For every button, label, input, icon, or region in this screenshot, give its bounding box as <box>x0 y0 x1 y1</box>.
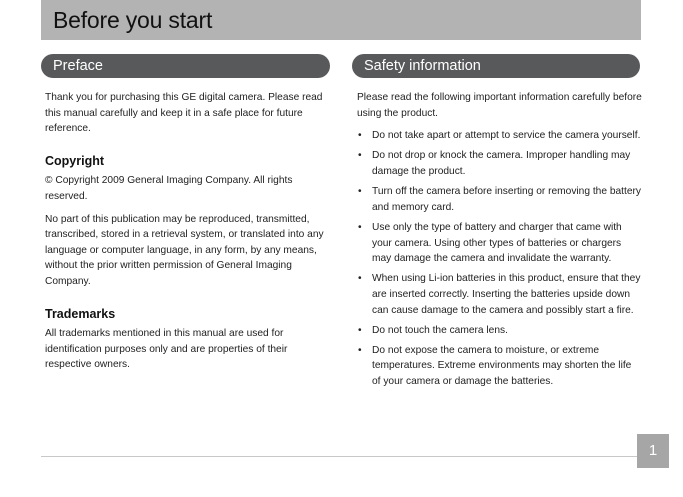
bullet: • <box>358 150 362 162</box>
list-item-text: Do not touch the camera lens. <box>372 324 508 336</box>
page-number: 1 <box>637 434 669 468</box>
copyright-notice: No part of this publication may be reproduced, transmitted, transcribed, stored in a retrieval system, or translated into any language or computer language, in any form, by any means, without the prior written permission of General Imaging Company. <box>45 213 324 287</box>
list-item <box>357 128 642 144</box>
bullet: • <box>358 273 362 285</box>
list-item <box>357 184 642 215</box>
safety-heading: Safety information <box>352 54 640 78</box>
list-item-text: Use only the type of battery and charger that came with your camera. Using other types of batteries or chargers may damage the camera and invalidate the warranty. <box>372 221 622 265</box>
list-item-text: When using Li-ion batteries in this product, ensure that they are inserted correctly. Inserting the batteries upside down can cause damage to the camera and possibly start a fire. <box>372 273 641 316</box>
preface-column <box>45 90 330 380</box>
list-item <box>357 343 642 390</box>
bullet: • <box>358 344 362 356</box>
list-item <box>357 271 642 318</box>
title-bar <box>41 0 641 40</box>
list-item <box>357 148 642 179</box>
bullet: • <box>358 221 362 233</box>
safety-intro: Please read the following important information carefully before using the product. <box>357 92 642 119</box>
list-item-text: Do not drop or knock the camera. Improper handling may damage the product. <box>372 150 631 177</box>
list-item-text: Do not expose the camera to moisture, or extreme temperatures. Extreme environments may shorten the life of your camera or damage the batteries. <box>372 344 632 388</box>
bullet: • <box>358 324 362 336</box>
footer-divider <box>41 456 637 457</box>
list-item-text: Turn off the camera before inserting or removing the battery and memory card. <box>372 186 641 213</box>
list-item <box>357 323 642 339</box>
list-item <box>357 220 642 267</box>
trademarks-heading: Trademarks <box>45 306 116 321</box>
copyright-line: © Copyright 2009 General Imaging Company. All rights reserved. <box>45 175 293 202</box>
bullet: • <box>358 186 362 198</box>
copyright-heading: Copyright <box>45 153 105 168</box>
page-title: Before you start <box>53 7 213 33</box>
trademarks-text: All trademarks mentioned in this manual are used for identification purposes only and are properties of their respective owners. <box>45 328 288 371</box>
bullet: • <box>358 130 362 142</box>
list-item-text: Do not take apart or attempt to service the camera yourself. <box>372 130 641 142</box>
preface-heading: Preface <box>41 54 330 78</box>
safety-list <box>357 128 642 389</box>
preface-intro: Thank you for purchasing this GE digital camera. Please read this manual carefully and keep it in a safe place for future reference. <box>45 92 323 135</box>
safety-column <box>357 90 642 394</box>
